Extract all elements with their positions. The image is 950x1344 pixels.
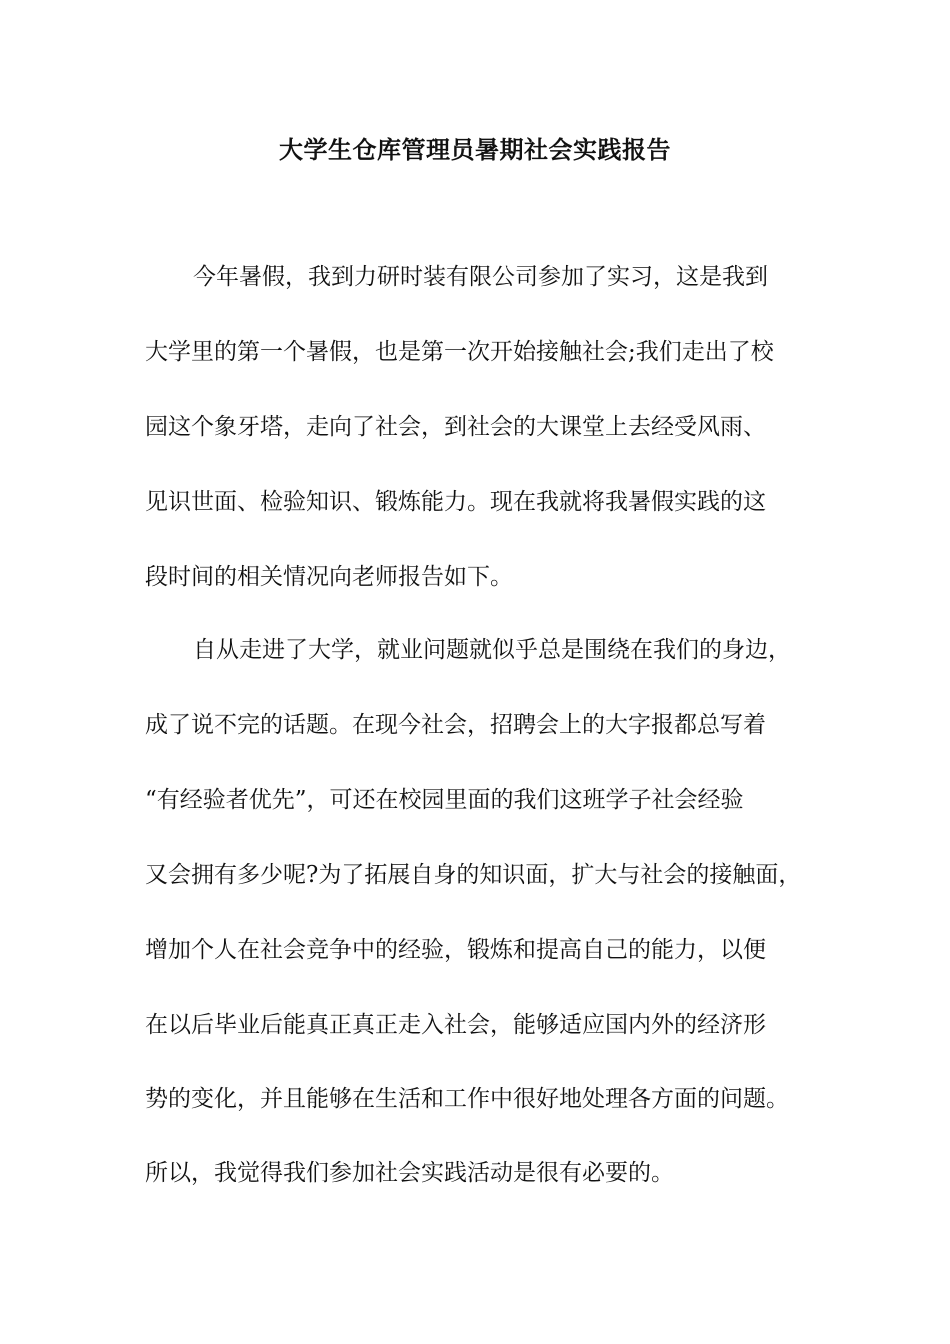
paragraph-1-line-3: 园这个象牙塔，走向了社会，到社会的大课堂上去经受风雨、 (145, 414, 766, 440)
document-title: 大学生仓库管理员暑期社会实践报告 (279, 135, 671, 164)
paragraph-2-line-6: 在以后毕业后能真正真正走入社会，能够适应国内外的经济形 (145, 1012, 766, 1038)
paragraph-2-line-4: 又会拥有多少呢?为了拓展自身的知识面，扩大与社会的接触面， (145, 862, 802, 888)
paragraph-1-line-4: 见识世面、检验知识、锻炼能力。现在我就将我暑假实践的这 (145, 489, 766, 515)
paragraph-2-line-8: 所以，我觉得我们参加社会实践活动是很有必要的。 (145, 1160, 674, 1186)
paragraph-2-line-5: 增加个人在社会竞争中的经验，锻炼和提高自己的能力，以便 (145, 937, 766, 963)
paragraph-2-line-2: 成了说不完的话题。在现今社会，招聘会上的大字报都总写着 (145, 712, 766, 738)
paragraph-1-line-1: 今年暑假，我到力研时装有限公司参加了实习，这是我到 (193, 264, 768, 290)
paragraph-2-line-1: 自从走进了大学，就业问题就似乎总是围绕在我们的身边， (193, 637, 791, 663)
paragraph-1-line-5: 段时间的相关情况向老师报告如下。 (145, 564, 513, 590)
paragraph-2-line-7: 势的变化，并且能够在生活和工作中很好地处理各方面的问题。 (145, 1086, 789, 1112)
paragraph-1-line-2: 大学里的第一个暑假，也是第一次开始接触社会;我们走出了校 (145, 339, 774, 365)
paragraph-2-line-3: “有经验者优先”，可还在校园里面的我们这班学子社会经验 (145, 787, 744, 813)
